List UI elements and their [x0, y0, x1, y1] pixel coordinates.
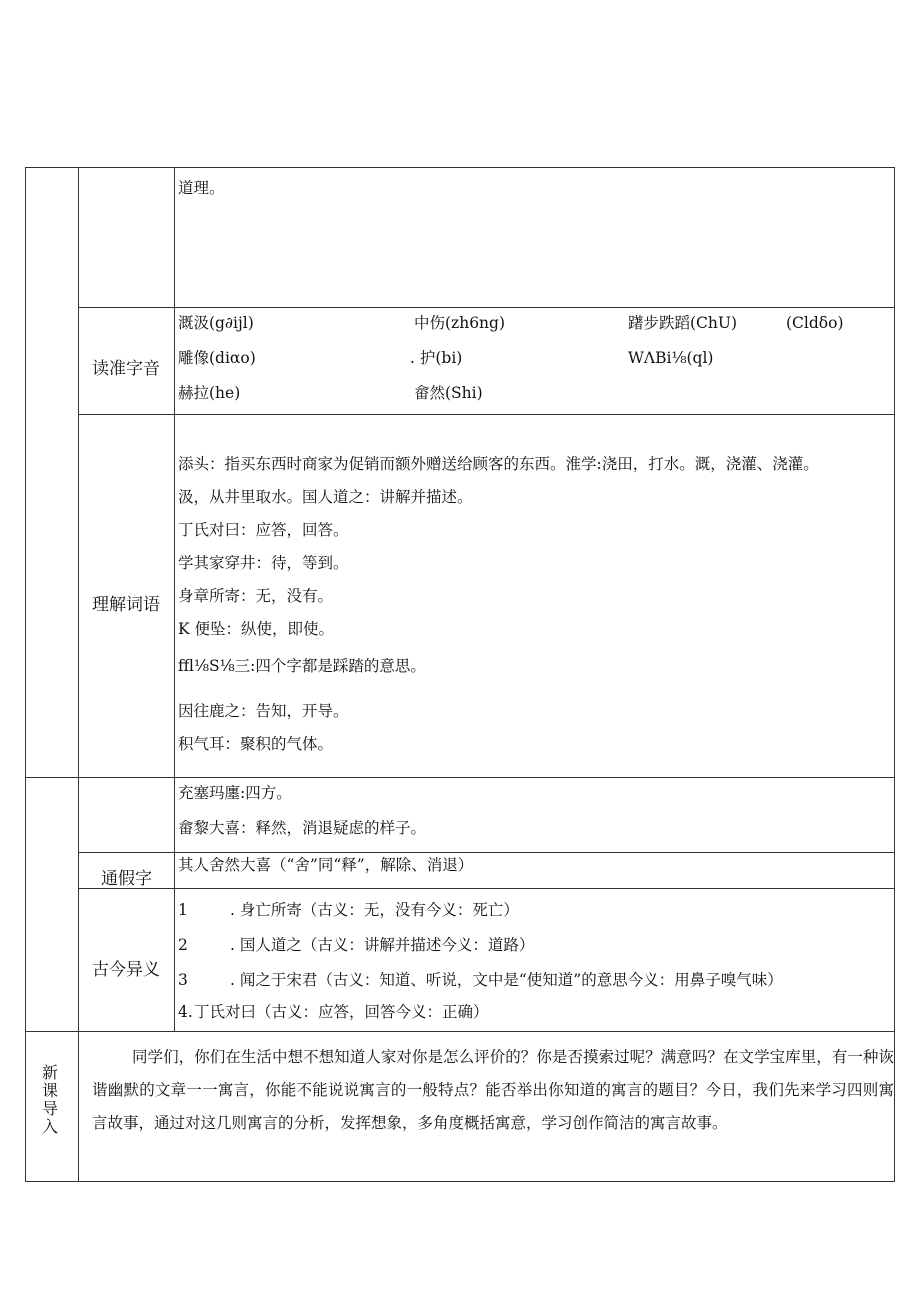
grid-line: [78, 888, 895, 889]
pron-item: . 护(bi): [410, 349, 463, 367]
pron-item: (Cldδo): [786, 314, 844, 332]
grid-line: [78, 307, 895, 308]
top-cell-text: 道理。: [178, 179, 225, 197]
intro-label: [40, 1064, 60, 1136]
grid-line: [78, 167, 79, 1182]
gujin-text: . 国人道之（古义：讲解并描述今义：道路）: [230, 936, 535, 954]
vocab-line: 积气耳：聚积的气体。: [178, 735, 334, 753]
grid-line: [25, 167, 26, 1182]
vocab-line: 添头：指买东西时商家为促销而额外赠送给顾客的东西。淮学:浇田，打水。溉，浇灌、浇灌。: [178, 455, 819, 473]
vocab-line: 身章所寄：无，没有。: [178, 587, 334, 605]
grid-line: [894, 167, 895, 1182]
gujin-label: 古今异义: [92, 960, 160, 980]
intro-label-char: 课: [41, 1081, 58, 1100]
gujin-text: . 身亡所寄（古义：无，没有今义：死亡）: [230, 901, 519, 919]
pron-item: WΛBi⅛(ql): [628, 349, 714, 367]
intro-paragraph: 同学们，你们在生活中想不想知道人家对你是怎么评价的？你是否摸索过呢？满意吗？在文学宝库里，有一种诙谐幽默的文章一一寓言，你能不能说说寓言的一般特点？能否举出你知道的寓言的题目？今日，我们先来学习四则寓言故事，通过对这几则寓言的分析，发挥想象，多角度概括寓意，学习创作简洁的寓言故事。: [92, 1048, 894, 1132]
pron-item: 躇步跌蹈(ChU): [628, 314, 737, 332]
gujin-num: 3: [178, 971, 188, 989]
vocab-line: K 便坠：纵使，即使。: [178, 620, 335, 638]
pron-item: 溉汲(g∂ijl): [178, 314, 254, 332]
vocab-cont-line: 畲黎大喜：释然，消退疑虑的样子。: [178, 819, 427, 837]
gujin-num: 1: [178, 901, 188, 919]
vocab-line: ffl⅛S⅛三:四个字都是踩踏的意思。: [178, 657, 426, 675]
pron-item: 赫拉(he): [178, 384, 241, 402]
grid-line: [25, 1181, 895, 1182]
gujin-num: 4.: [178, 1003, 193, 1021]
vocab-line: 因往鹿之：告知，开导。: [178, 702, 349, 720]
intro-label-char: 入: [41, 1117, 58, 1136]
intro-label-char: 新: [41, 1063, 58, 1082]
vocab-label: 理解词语: [92, 595, 160, 615]
gujin-text: 丁氏对曰（古义：应答，回答今义：正确）: [194, 1003, 489, 1021]
vocab-line: 汲，从井里取水。国人道之：讲解并描述。: [178, 488, 473, 506]
grid-line: [25, 777, 895, 778]
intro-label-char: 导: [41, 1099, 58, 1118]
vocab-cont-line: 充塞玛廛:四方。: [178, 784, 292, 802]
grid-line: [78, 852, 895, 853]
pron-item: 中伤(zh6ng): [414, 314, 506, 332]
grid-line: [174, 167, 175, 1031]
gujin-text: . 闻之于宋君（古义：知道、听说，文中是“使知道”的意思今义：用鼻子嗅气味）: [230, 971, 783, 989]
grid-line: [78, 414, 895, 415]
vocab-line: 学其家穿井：待，等到。: [178, 554, 349, 572]
vocab-line: 丁氏对曰：应答，回答。: [178, 521, 349, 539]
pronunciation-label: 读准字音: [92, 359, 160, 379]
pron-item: 畲然(Shi): [414, 384, 483, 402]
grid-line: [25, 167, 895, 168]
pron-item: 雕像(diαo): [178, 349, 256, 367]
gujin-num: 2: [178, 936, 188, 954]
grid-line: [25, 1031, 895, 1032]
tongjia-text: 其人舍然大喜（“舍”同“释”，解除、消退）: [178, 856, 474, 874]
tongjia-label: 通假字: [101, 869, 152, 889]
